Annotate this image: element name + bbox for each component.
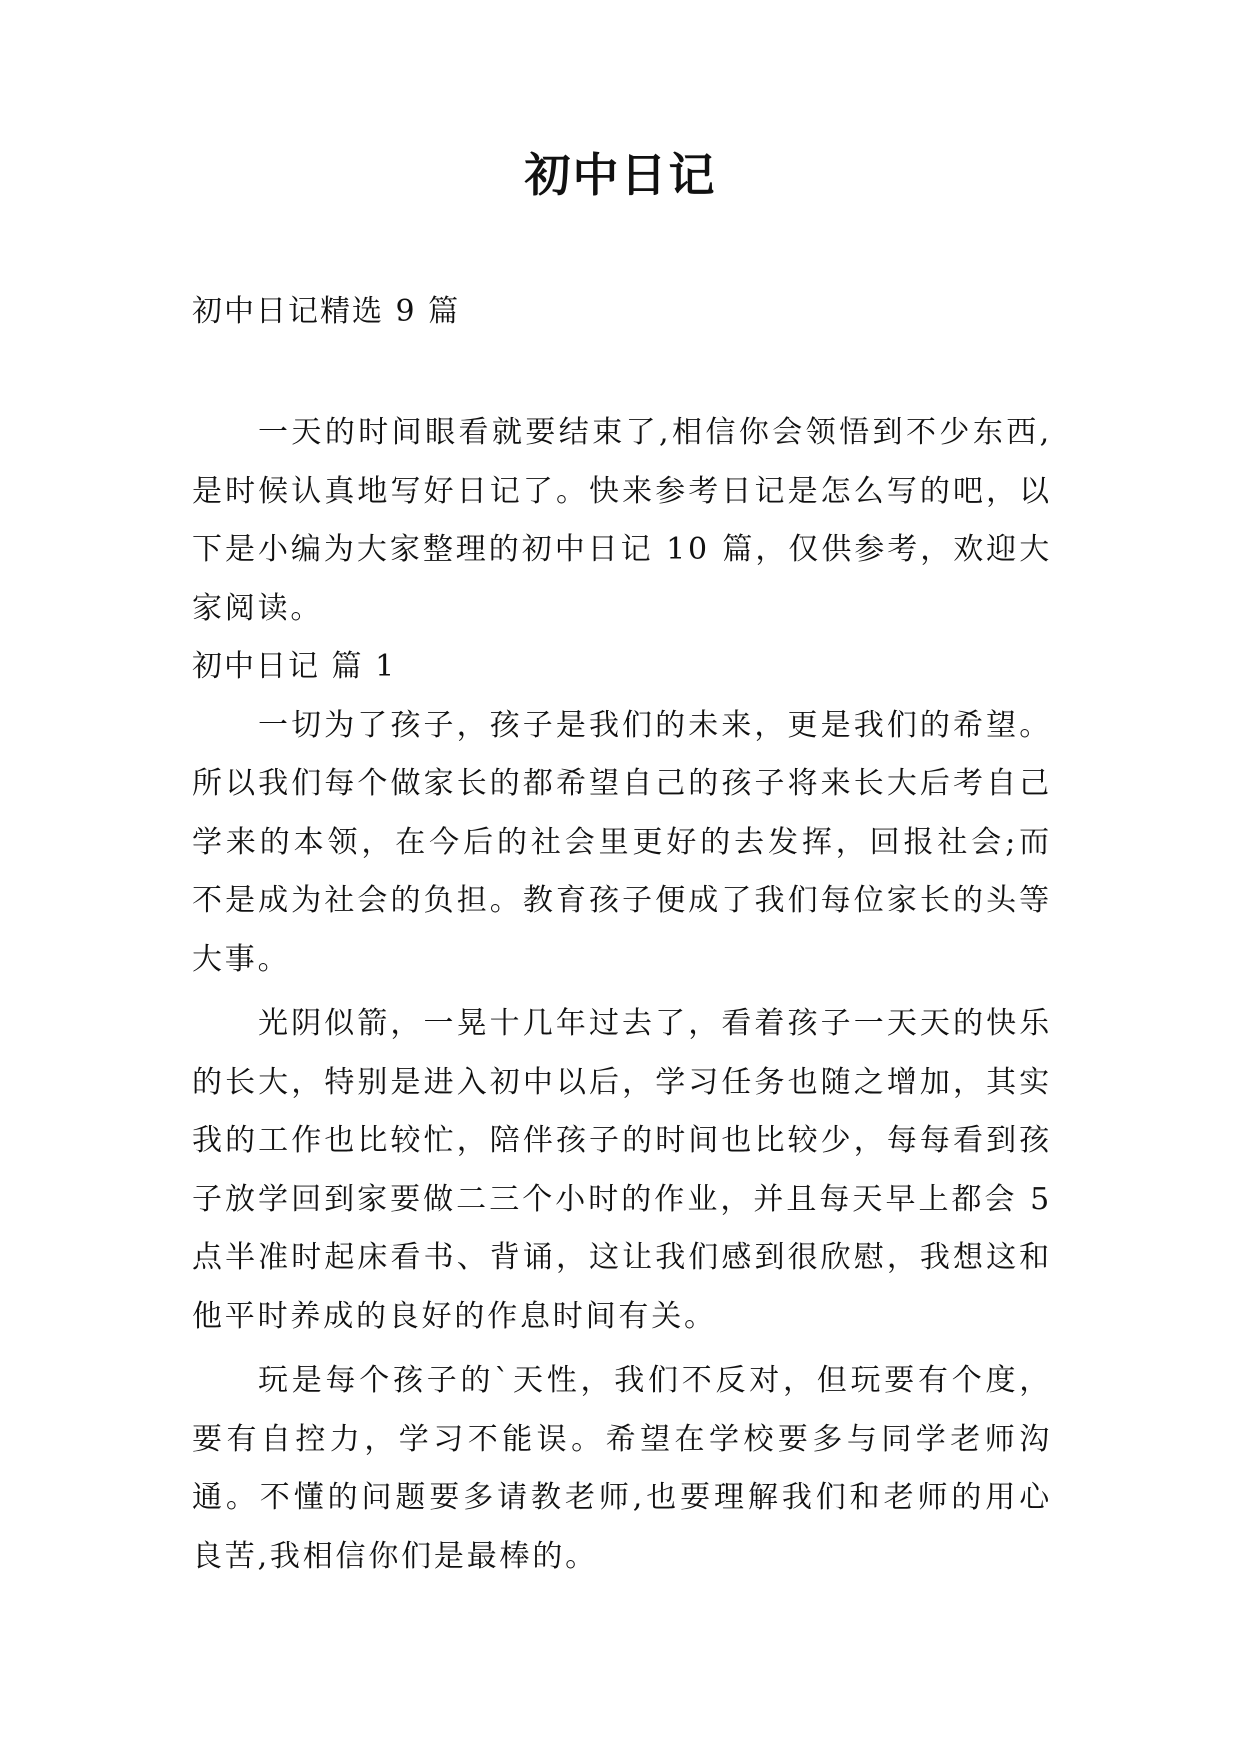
body-paragraph-1: 一切为了孩子，孩子是我们的未来，更是我们的希望。所以我们每个做家长的都希望自己的孩子将来长大后考自己学来的本领，在今后的社会里更好的去发挥，回报社会;而不是成为社会的负担。教育孩子便成了我们每位家长的头等大事。 — [192, 707, 1052, 977]
section-heading: 初中日记 篇 1 — [192, 649, 397, 684]
body-paragraph-2: 光阴似箭，一晃十几年过去了，看着孩子一天天的快乐的长大，特别是进入初中以后，学习任务也随之增加，其实我的工作也比较忙，陪伴孩子的时间也比较少，每每看到孩子放学回到家要做二三个小时的作业，并且每天早上都会 5 点半准时起床看书、背诵，这让我们感到很欣慰，我想这和他平时养成的良好的作息时间有关。 — [192, 1006, 1052, 1334]
document-body — [192, 292, 1052, 1586]
intro-paragraph: 一天的时间眼看就要结束了,相信你会领悟到不少东西,是时候认真地写好日记了。快来参考日记是怎么写的吧，以下是小编为大家整理的初中日记 10 篇，仅供参考，欢迎大家阅读。 — [192, 415, 1052, 626]
body-paragraph-3: 玩是每个孩子的`天性，我们不反对，但玩要有个度，要有自控力，学习不能误。希望在学校要多与同学老师沟通。不懂的问题要多请教老师,也要理解我们和老师的用心良苦,我相信你们是最棒的。 — [192, 1363, 1052, 1574]
document-title: 初中日记 — [524, 148, 717, 202]
document-subtitle: 初中日记精选 9 篇 — [192, 294, 461, 329]
